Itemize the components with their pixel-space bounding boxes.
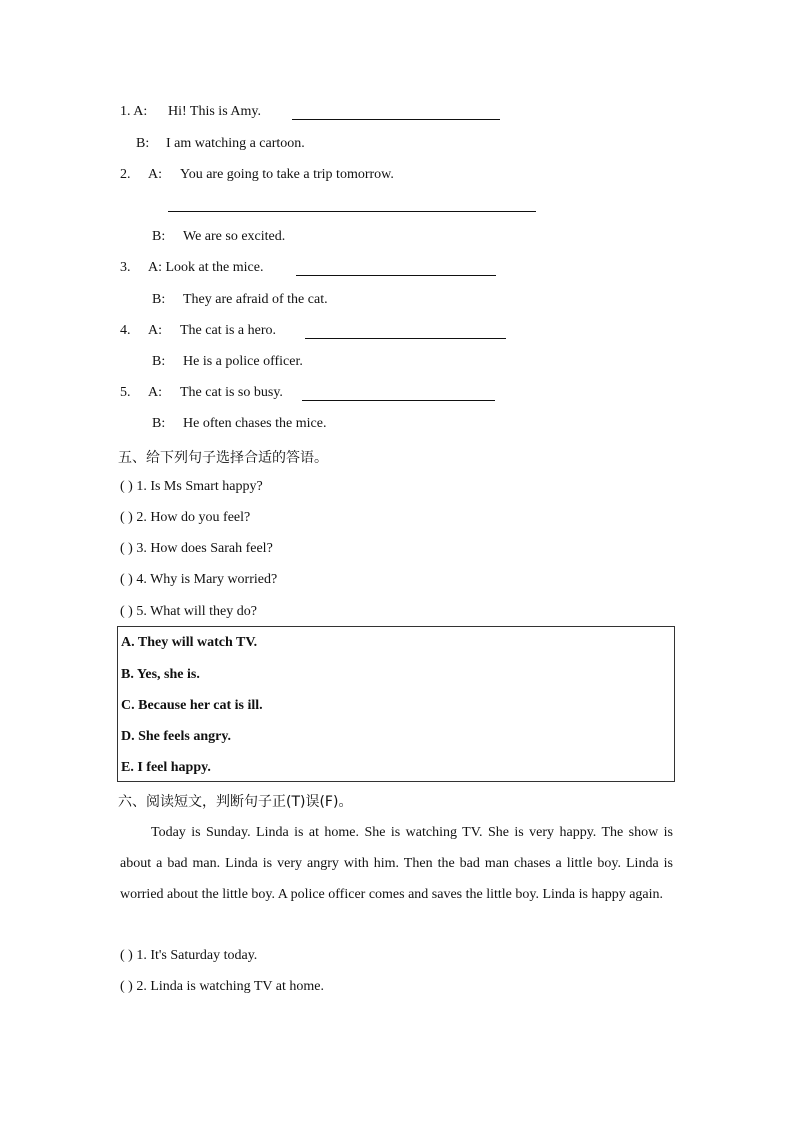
dialog-3-number: 3. <box>120 260 131 275</box>
answer-blank[interactable] <box>292 119 500 120</box>
dialog-1-b-text: I am watching a cartoon. <box>166 136 305 151</box>
question-row[interactable]: ( ) 1. Is Ms Smart happy? <box>120 479 263 494</box>
option-d: D. She feels angry. <box>121 729 232 744</box>
option-c: C. Because her cat is ill. <box>121 698 263 713</box>
section-6-title: 六、阅读短文，判断句子正(T)误(F)。 <box>118 794 353 810</box>
dialog-3-b-label: B: <box>152 292 166 307</box>
dialog-4-b-label: B: <box>152 354 166 369</box>
dialog-5-b-label: B: <box>152 416 166 431</box>
dialog-4-a-label: A: <box>148 323 162 338</box>
question-row[interactable]: ( ) 1. It's Saturday today. <box>120 948 258 963</box>
option-a: A. They will watch TV. <box>121 635 258 650</box>
option-e: E. I feel happy. <box>121 760 211 775</box>
question-row[interactable]: ( ) 2. How do you feel? <box>120 510 251 525</box>
dialog-5-b-text: He often chases the mice. <box>183 416 327 431</box>
dialog-5-a-label: A: <box>148 385 162 400</box>
dialog-1-number: 1. A: <box>120 104 148 119</box>
answer-blank[interactable] <box>305 338 506 339</box>
dialog-4-a-text: The cat is a hero. <box>180 323 277 338</box>
option-b: B. Yes, she is. <box>121 667 200 682</box>
section-5-title: 五、给下列句子选择合适的答语。 <box>118 450 328 466</box>
dialog-3-a-text: A: Look at the mice. <box>148 260 264 275</box>
dialog-1-a-text: Hi! This is Amy. <box>168 104 261 119</box>
dialog-2-number: 2. <box>120 167 131 182</box>
question-row[interactable]: ( ) 5. What will they do? <box>120 604 257 619</box>
dialog-4-number: 4. <box>120 323 131 338</box>
dialog-4-b-text: He is a police officer. <box>183 354 303 369</box>
answer-options-box <box>117 626 675 782</box>
answer-blank[interactable] <box>296 275 496 276</box>
dialog-5-a-text: The cat is so busy. <box>180 385 283 400</box>
dialog-3-b-text: They are afraid of the cat. <box>183 292 328 307</box>
dialog-2-a-label: A: <box>148 167 162 182</box>
dialog-2-b-label: B: <box>152 229 166 244</box>
reading-passage: Today is Sunday. Linda is at home. She is watching TV. She is very happy. The show is about a bad man. Linda is very angry with him. Then the bad man chases a little boy. Linda is worried about the little boy. A police officer comes and saves the little boy. Linda is happy again. <box>120 825 673 903</box>
question-row[interactable]: ( ) 4. Why is Mary worried? <box>120 572 278 587</box>
dialog-2-a-text: You are going to take a trip tomorrow. <box>180 167 394 182</box>
dialog-2-b-text: We are so excited. <box>183 229 286 244</box>
answer-blank[interactable] <box>302 400 495 401</box>
question-row[interactable]: ( ) 2. Linda is watching TV at home. <box>120 979 324 994</box>
answer-blank[interactable] <box>168 211 536 212</box>
question-row[interactable]: ( ) 3. How does Sarah feel? <box>120 541 273 556</box>
dialog-1-b-label: B: <box>136 136 150 151</box>
dialog-5-number: 5. <box>120 385 131 400</box>
